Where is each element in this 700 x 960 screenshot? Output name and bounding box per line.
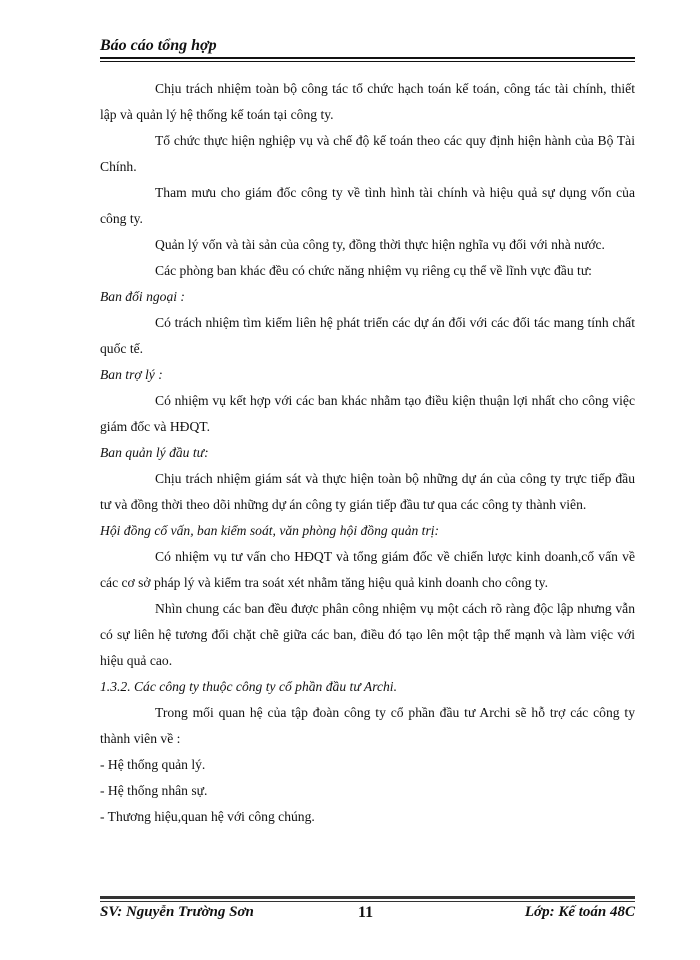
page-footer bbox=[100, 896, 635, 921]
paragraph: Tham mưu cho giám đốc công ty về tình hình tài chính và hiệu quả sự dụng vốn của công ty. bbox=[100, 185, 635, 226]
header-rule bbox=[100, 57, 635, 59]
paragraph: Các phòng ban khác đều có chức năng nhiệm vụ riêng cụ thể về lĩnh vực đầu tư: bbox=[155, 263, 592, 278]
footer-rule-thin bbox=[100, 901, 635, 902]
paragraph: Chịu trách nhiệm giám sát và thực hiện toàn bộ những dự án của công ty trực tiếp đầu tư và đồng thời theo dõi những dự án công ty gián tiếp đầu tư qua các công ty thành viên. bbox=[100, 471, 635, 512]
subsection-heading: 1.3.2. Các công ty thuộc công ty cổ phần đầu tư Archi. bbox=[100, 679, 397, 694]
section-heading: Hội đồng cố vấn, ban kiểm soát, văn phòng hội đồng quản trị: bbox=[100, 523, 440, 538]
document-body bbox=[100, 76, 635, 830]
footer-row bbox=[100, 904, 635, 921]
footer-rule bbox=[100, 896, 635, 899]
paragraph: Có trách nhiệm tìm kiếm liên hệ phát triển các dự án đối với các đối tác mang tính chất quốc tế. bbox=[100, 315, 635, 356]
section-heading: Ban đối ngoại : bbox=[100, 289, 185, 304]
header-rule-thin bbox=[100, 61, 635, 62]
paragraph: Tổ chức thực hiện nghiệp vụ và chế độ kế toán theo các quy định hiện hành của Bộ Tài Chính. bbox=[100, 133, 635, 174]
paragraph: Có nhiệm vụ kết hợp với các ban khác nhằm tạo điều kiện thuận lợi nhất cho công việc giám đốc và HĐQT. bbox=[100, 393, 635, 434]
list-item: - Hệ thống quản lý. bbox=[100, 757, 206, 772]
paragraph: Nhìn chung các ban đều được phân công nhiệm vụ một cách rõ ràng độc lập nhưng vẫn có sự liên hệ tương đối chặt chẽ giữa các ban, điều đó tạo lên một tập thể mạnh và làm việc với hiệu quả cao. bbox=[100, 601, 635, 668]
paragraph: Quản lý vốn và tài sản của công ty, đồng thời thực hiện nghĩa vụ đối với nhà nước. bbox=[155, 237, 605, 252]
list-item: - Thương hiệu,quan hệ với công chúng. bbox=[100, 809, 315, 824]
section-heading: Ban trợ lý : bbox=[100, 367, 163, 382]
class-name: Lớp: Kế toán 48C bbox=[524, 904, 635, 920]
paragraph: Có nhiệm vụ tư vấn cho HĐQT và tổng giám đốc về chiến lược kinh doanh,cố vấn về các cơ sở pháp lý và kiểm tra soát xét nhằm tăng hiệu quả kinh doanh cho công ty. bbox=[100, 549, 635, 590]
page-number: 11 bbox=[358, 903, 374, 921]
list-item: - Hệ thống nhân sự. bbox=[100, 783, 208, 798]
student-name: SV: Nguyễn Trường Sơn bbox=[100, 904, 254, 920]
page-header bbox=[100, 36, 635, 62]
paragraph: Trong mối quan hệ của tập đoàn công ty cổ phần đầu tư Archi sẽ hỗ trợ các công ty thành viên về : bbox=[100, 705, 635, 746]
paragraph: Chịu trách nhiệm toàn bộ công tác tổ chức hạch toán kế toán, công tác tài chính, thiết lập và quản lý hệ thống kế toán tại công ty. bbox=[100, 81, 635, 122]
report-title: Báo cáo tổng hợp bbox=[100, 37, 217, 54]
section-heading: Ban quản lý đầu tư: bbox=[100, 445, 209, 460]
